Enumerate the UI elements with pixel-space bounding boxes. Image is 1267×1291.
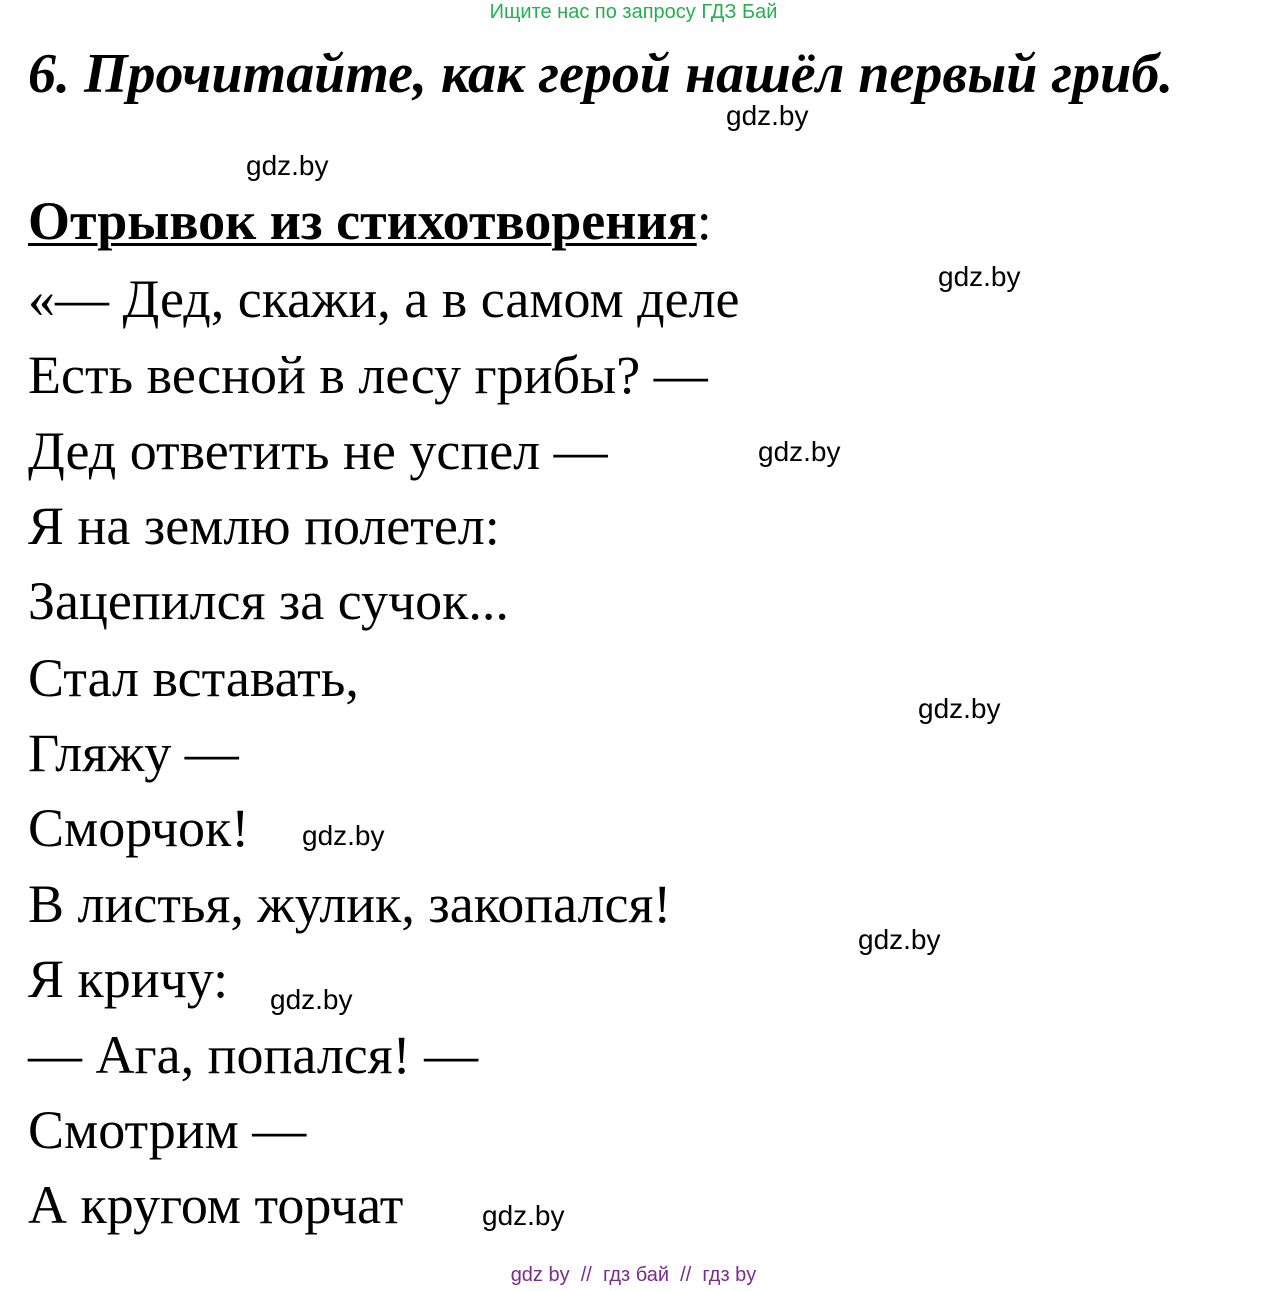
section-heading-text: Отрывок из стихотворения (28, 191, 697, 251)
poem-line: «— Дед, скажи, а в самом деле (28, 269, 740, 329)
watermark: gdz.by (302, 820, 385, 851)
task-title: 6. Прочитайте, как герой нашёл первый гриб. (28, 43, 1174, 105)
watermark: gdz.by (858, 924, 941, 955)
watermark: gdz.by (270, 984, 353, 1015)
poem-line: Есть весной в лесу грибы? — (28, 345, 708, 405)
watermark: gdz.by (758, 436, 841, 467)
watermark: gdz.by (918, 693, 1001, 724)
watermark: gdz.by (482, 1200, 565, 1231)
poem-line: Сморчок! (28, 798, 250, 858)
poem-line: А кругом торчат (28, 1175, 404, 1235)
watermark: gdz.by (246, 150, 329, 181)
section-heading (28, 188, 712, 254)
poem-line: Гляжу — (28, 723, 239, 783)
poem-line: Зацепился за сучок... (28, 571, 509, 631)
watermark: gdz.by (726, 100, 809, 131)
footer-links: gdz by // гдз бай // гдз by (510, 1264, 757, 1286)
poem-line: Дед ответить не успел — (28, 421, 608, 481)
poem-line: — Ага, попался! — (28, 1025, 479, 1085)
poem-line: В листья, жулик, закопался! (28, 874, 672, 934)
poem-line: Стал вставать, (28, 648, 359, 708)
watermark: gdz.by (938, 261, 1021, 292)
poem-line: Я на землю полетел: (28, 496, 500, 556)
poem-line: Смотрим — (28, 1100, 307, 1160)
poem-line: Я кричу: (28, 949, 229, 1009)
top-banner: Ищите нас по запросу ГДЗ Бай (489, 1, 778, 23)
section-heading-colon: : (696, 191, 712, 251)
